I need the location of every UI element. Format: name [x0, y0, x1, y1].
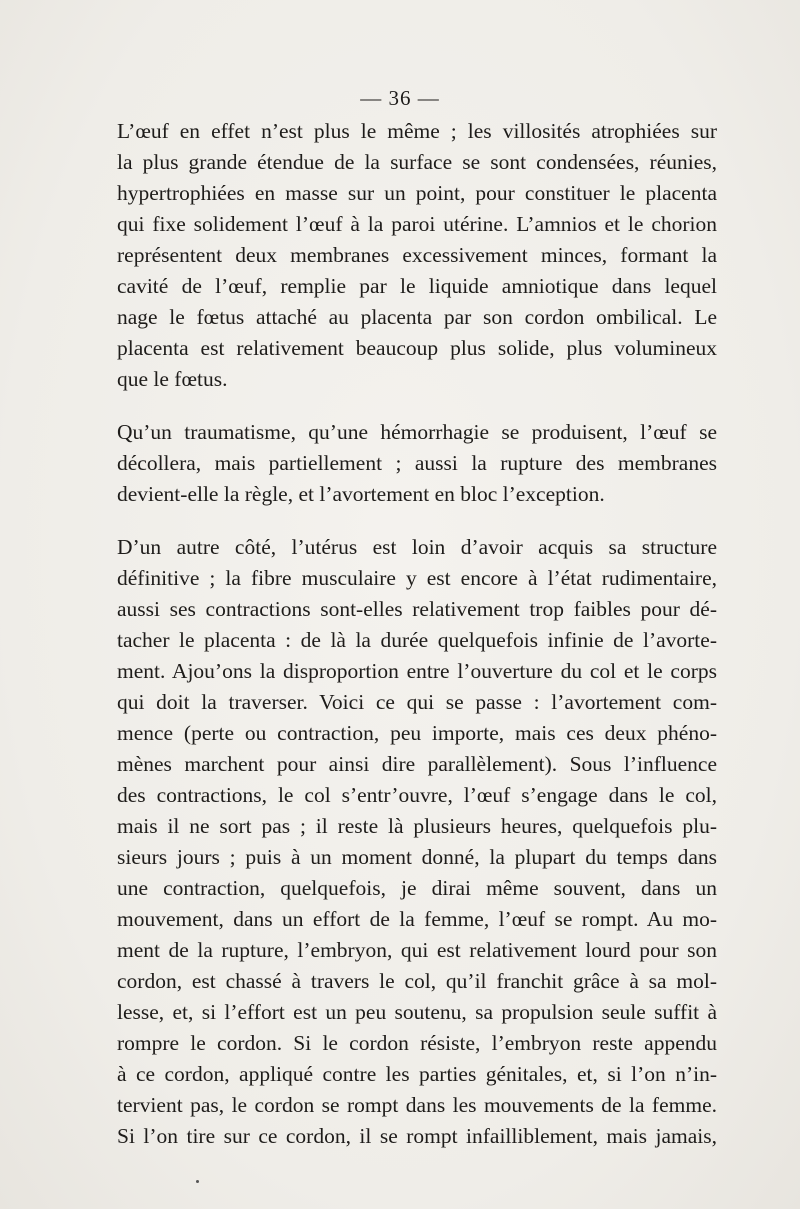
text-line: mouvement, dans un effort de la femme, l’œuf se rompt. Au mo-: [117, 907, 717, 931]
text-line: la plus grande étendue de la surface se sont condensées, réunies,: [117, 150, 717, 174]
text-line: hypertrophiées en masse sur un point, pour constituer le placenta: [117, 181, 717, 205]
text-line: des contractions, le col s’entr’ouvre, l’œuf s’engage dans le col,: [117, 783, 717, 807]
text-line: Si l’on tire sur ce cordon, il se rompt infailliblement, mais jamais,: [117, 1124, 717, 1148]
text-line: nage le fœtus attaché au placenta par son cordon ombilical. Le: [117, 305, 717, 329]
text-line: une contraction, quelquefois, je dirai même souvent, dans un: [117, 876, 717, 900]
text-line: que le fœtus.: [117, 367, 228, 391]
text-line: D’un autre côté, l’utérus est loin d’avoir acquis sa structure: [117, 535, 717, 559]
text-line: tervient pas, le cordon se rompt dans les mouvements de la femme.: [117, 1093, 717, 1117]
text-line: décollera, mais partiellement ; aussi la rupture des membranes: [117, 451, 717, 475]
text-line: aussi ses contractions sont-elles relativement trop faibles pour dé-: [117, 597, 717, 621]
paragraph-2: [117, 417, 717, 510]
text-line: cavité de l’œuf, remplie par le liquide amniotique dans lequel: [117, 274, 717, 298]
body-text: [117, 116, 717, 1174]
text-line: cordon, est chassé à travers le col, qu’il franchit grâce à sa mol-: [117, 969, 717, 993]
paragraph-3: [117, 532, 717, 1152]
text-line: lesse, et, si l’effort est un peu soutenu, sa propulsion seule suffit à: [117, 1000, 717, 1024]
text-line: sieurs jours ; puis à un moment donné, la plupart du temps dans: [117, 845, 717, 869]
text-line: ment de la rupture, l’embryon, qui est relativement lourd pour son: [117, 938, 717, 962]
text-line: devient-elle la règle, et l’avortement en bloc l’exception.: [117, 482, 605, 506]
text-line: mence (perte ou contraction, peu importe, mais ces deux phéno-: [117, 721, 717, 745]
text-line: ment. Ajou’ons la disproportion entre l’ouverture du col et le corps: [117, 659, 717, 683]
text-line: définitive ; la fibre musculaire y est encore à l’état rudimentaire,: [117, 566, 717, 590]
paragraph-1: [117, 116, 717, 395]
text-line: mais il ne sort pas ; il reste là plusieurs heures, quelquefois plu-: [117, 814, 717, 838]
text-line: tacher le placenta : de là la durée quelquefois infinie de l’avorte-: [117, 628, 717, 652]
text-line: qui fixe solidement l’œuf à la paroi utérine. L’amnios et le chorion: [117, 212, 717, 236]
text-line: L’œuf en effet n’est plus le même ; les villosités atrophiées sur: [117, 119, 717, 143]
page-number: — 36 —: [360, 86, 440, 110]
text-line: mènes marchent pour ainsi dire parallèlement). Sous l’influence: [117, 752, 717, 776]
text-line: rompre le cordon. Si le cordon résiste, l’embryon reste appendu: [117, 1031, 717, 1055]
print-speck: [196, 1180, 199, 1183]
text-line: représentent deux membranes excessivement minces, formant la: [117, 243, 717, 267]
text-line: à ce cordon, appliqué contre les parties génitales, et, si l’on n’in-: [117, 1062, 717, 1086]
text-line: Qu’un traumatisme, qu’une hémorrhagie se produisent, l’œuf se: [117, 420, 717, 444]
text-line: qui doit la traverser. Voici ce qui se passe : l’avortement com-: [117, 690, 717, 714]
text-line: placenta est relativement beaucoup plus solide, plus volumineux: [117, 336, 717, 360]
